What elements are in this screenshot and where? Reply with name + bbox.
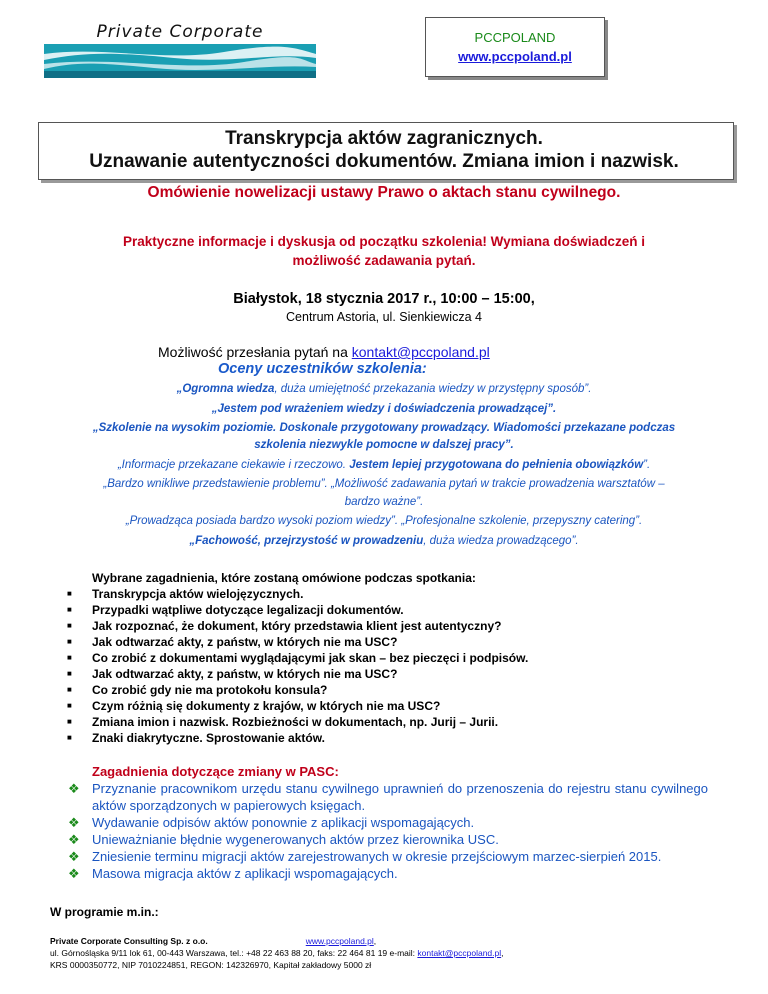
topic-text: Zmiana imion i nazwisk. Rozbieżności w dokumentach, np. Jurij – Jurii. [92, 715, 499, 729]
review-5b [0, 494, 768, 511]
footer-website-link[interactable]: www.pccpoland.pl [305, 936, 374, 946]
topic-text: Jak odtwarzać akty, z państw, w których nie ma USC? [92, 635, 398, 649]
topic-text: Co zrobić z dokumentami wyglądającymi jak skan – bez pieczęci i podpisów. [92, 651, 529, 665]
diamond-bullet-icon: ❖ [68, 815, 80, 830]
review-6-text: „Prowadząca posiada bardzo wysoki poziom wiedzy”. „Profesjonalne szkolenie, przepyszny catering”. [125, 515, 643, 527]
topic-text: Jak rozpoznać, że dokument, który przedstawia klient jest autentyczny? [92, 619, 502, 633]
review-3 [0, 420, 768, 437]
topic-item [67, 666, 397, 682]
practical-line-1: Praktyczne informacje i dyskusja od początku szkolenia! Wymiana doświadczeń i [123, 234, 645, 249]
review-3-line-2: szkolenia niezwykle pomocne w dalszej pracy”. [254, 439, 514, 451]
review-1 [0, 381, 768, 398]
pasc-text: Wydawanie odpisów aktów ponownie z aplikacji wspomagających. [92, 815, 475, 830]
review-4-c: ”. [643, 459, 651, 471]
review-6 [0, 513, 768, 530]
topic-item [67, 730, 325, 746]
pccpoland-name: PCCPOLAND [474, 30, 556, 45]
reviews-heading: Oceny uczestników szkolenia: [218, 361, 427, 377]
topic-item [67, 586, 303, 602]
topic-item [67, 682, 327, 698]
review-5-line-2: bardzo ważne”. [344, 496, 424, 508]
square-bullet-icon: ■ [67, 621, 72, 630]
review-3-line-1: „Szkolenie na wysokim poziomie. Doskonale przygotowany prowadzący. Wiadomości przekazane podczas [92, 422, 676, 434]
review-5 [0, 476, 768, 493]
title-line-1: Transkrypcja aktów zagranicznych. [225, 128, 543, 149]
topic-item [67, 698, 440, 714]
square-bullet-icon: ■ [67, 653, 72, 662]
footer-company: Private Corporate Consulting Sp. z o.o. [50, 936, 208, 946]
square-bullet-icon: ■ [67, 733, 72, 742]
square-bullet-icon: ■ [67, 637, 72, 646]
diamond-bullet-icon: ❖ [68, 832, 80, 847]
topic-item [67, 602, 404, 618]
pasc-item [68, 780, 708, 814]
topic-item [67, 634, 397, 650]
footer-registry: KRS 0000350772, NIP 7010224851, REGON: 142326970, Kapitał zakładowy 5000 zł [50, 960, 372, 970]
logo-wave-graphic [44, 44, 316, 78]
review-4-b: Jestem lepiej przygotowana do pełnienia obowiązków [349, 459, 644, 471]
topic-text: Przypadki wątpliwe dotyczące legalizacji dokumentów. [92, 603, 404, 617]
topic-text: Co zrobić gdy nie ma protokołu konsula? [92, 683, 328, 697]
review-7-rest: , duża wiedza prowadzącego”. [423, 535, 579, 547]
topic-item [67, 618, 501, 634]
topics-heading: Wybrane zagadnienia, które zostaną omówione podczas spotkania: [92, 571, 476, 585]
footer-line-2: ul. Górnośląska 9/11 lok 61, 00-443 Warszawa, tel.: +48 22 463 88 20, faks: 22 464 81 19 e-mail: kontakt@pccpoland.pl, [50, 948, 504, 958]
event-venue: Centrum Astoria, ul. Sienkiewicza 4 [286, 310, 482, 324]
diamond-bullet-icon: ❖ [68, 866, 80, 881]
footer [50, 935, 750, 971]
footer-email-link[interactable]: kontakt@pccpoland.pl [417, 948, 502, 958]
diamond-bullet-icon: ❖ [68, 781, 80, 796]
topic-text: Znaki diakrytyczne. Sprostowanie aktów. [92, 731, 325, 745]
review-1-rest: , duża umiejętność przekazania wiedzy w przystępny sposób”. [274, 383, 592, 395]
review-2 [0, 401, 768, 418]
square-bullet-icon: ■ [67, 605, 72, 614]
pccpoland-link[interactable]: www.pccpoland.pl [458, 49, 572, 64]
pasc-item [68, 831, 708, 848]
pasc-item [68, 848, 708, 865]
topic-item [67, 650, 528, 666]
review-5-line-1: „Bardzo wnikliwe przedstawienie problemu”. „Możliwość zadawania pytań w trakcie prowadzenia warsztatów – [103, 478, 665, 490]
contact-email-link[interactable]: kontakt@pccpoland.pl [351, 344, 490, 360]
topic-item [67, 714, 498, 730]
pasc-heading: Zagadnienia dotyczące zmiany w PASC: [92, 764, 339, 779]
pasc-item [68, 814, 708, 831]
footer-line-1: Private Corporate Consulting Sp. z o.o. www.pccpoland.pl, [50, 936, 377, 946]
event-date-place: Białystok, 18 stycznia 2017 r., 10:00 – 15:00, [233, 291, 535, 307]
topic-text: Czym różnią się dokumenty z krajów, w których nie ma USC? [92, 699, 441, 713]
review-1-bold: „Ogromna wiedza [176, 383, 275, 395]
title-line-2: Uznawanie autentyczności dokumentów. Zmiana imion i nazwisk. [89, 151, 679, 172]
square-bullet-icon: ■ [67, 701, 72, 710]
review-2-text: „Jestem pod wrażeniem wiedzy i doświadczenia prowadzącej”. [211, 403, 557, 415]
diamond-bullet-icon: ❖ [68, 849, 80, 864]
pccpoland-box [425, 17, 605, 77]
practical-line-2: możliwość zadawania pytań. [292, 253, 476, 268]
subtitle: Omówienie nowelizacji ustawy Prawo o aktach stanu cywilnego. [147, 184, 621, 201]
pasc-item [68, 865, 708, 882]
review-4 [0, 457, 768, 474]
square-bullet-icon: ■ [67, 589, 72, 598]
topic-text: Transkrypcja aktów wielojęzycznych. [92, 587, 304, 601]
contact-line [158, 343, 490, 361]
review-4-a: „Informacje przekazane ciekawie i rzeczowo. [117, 459, 350, 471]
review-7-bold: „Fachowość, przejrzystość w prowadzeniu [189, 535, 424, 547]
pasc-text: Masowa migracja aktów z aplikacji wspomagających. [92, 866, 398, 881]
review-7 [0, 533, 768, 550]
pasc-text: Przyznanie pracownikom urzędu stanu cywilnego uprawnień do przenoszenia do rejestru stanu cywilnego aktów sporządzonych w papierowych księgach. [92, 781, 708, 813]
company-logo [44, 22, 316, 78]
contact-text: Możliwość przesłania pytań na [158, 344, 352, 360]
footer-address: ul. Górnośląska 9/11 lok 61, 00-443 Warszawa, tel.: +48 22 463 88 20, faks: 22 464 81 19 e-mail: [50, 948, 418, 958]
square-bullet-icon: ■ [67, 669, 72, 678]
practical-info [0, 232, 768, 270]
program-heading: W programie m.in.: [50, 905, 159, 919]
review-3b [0, 437, 768, 454]
logo-text: Private Corporate [96, 22, 264, 42]
pasc-text: Zniesienie terminu migracji aktów zarejestrowanych w okresie przejściowym marzec-sierpień 2015. [92, 849, 662, 864]
topic-text: Jak odtwarzać akty, z państw, w których nie ma USC? [92, 667, 398, 681]
square-bullet-icon: ■ [67, 717, 72, 726]
square-bullet-icon: ■ [67, 685, 72, 694]
pasc-text: Unieważnianie błędnie wygenerowanych aktów przez kierownika USC. [92, 832, 499, 847]
